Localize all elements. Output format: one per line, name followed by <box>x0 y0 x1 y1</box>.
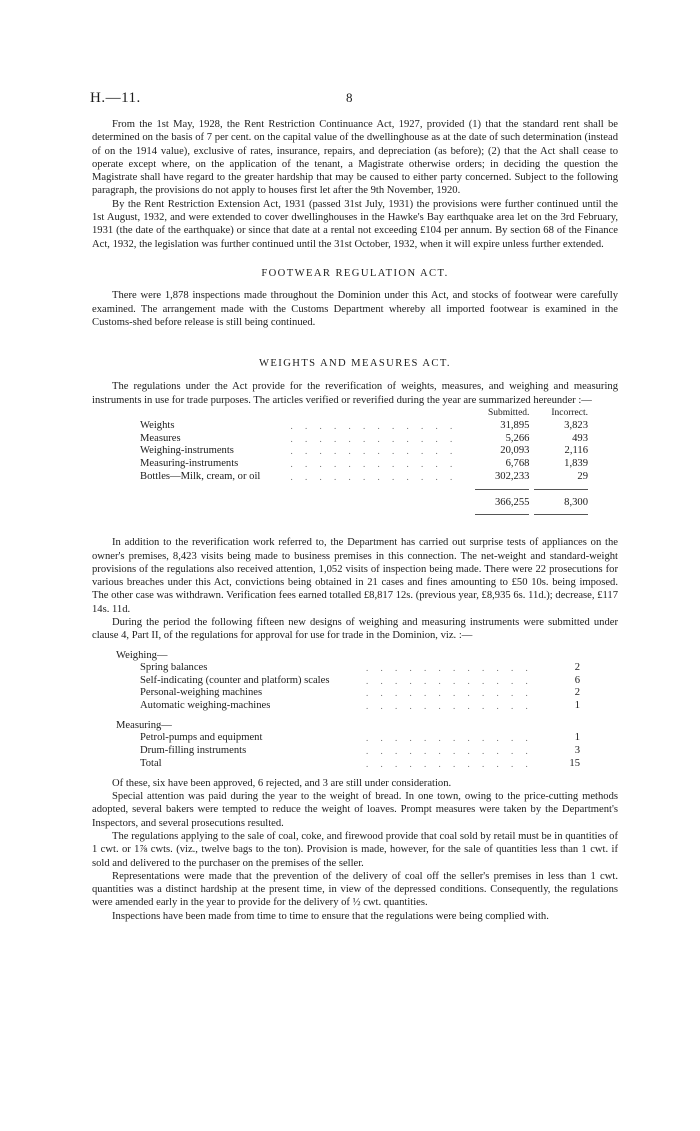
table-row <box>140 471 588 484</box>
incorrect-value: 493 <box>572 432 588 444</box>
leader-dots: . . . . . . . . . . . . <box>290 459 458 470</box>
table-row <box>140 420 588 433</box>
designs-total: 15 <box>569 757 580 769</box>
rent-paragraph-2: By the Rent Restriction Extension Act, 1931 (passed 31st July, 1931) the provisions were further continued until the 1st August, 1932, and were extended to cover dwellinghouses in the Hawke's Bay earthquake area let on the 3rd February, 1931 (the date of the earthquake) or since that date at a rental not exceeding £104 per annum. By section 68 of the Finance Act, 1932, the legislation was further continued until the 31st October, 1932, when it will expire unless further extended. <box>92 198 618 250</box>
leader-dots: . . . . . . . . . . . . <box>366 662 533 673</box>
leader-dots: . . . . . . . . . . . . <box>290 433 458 444</box>
document-reference: H.—11. <box>90 90 141 106</box>
weights-paragraph-5: Special attention was paid during the year to the weight of bread. In one town, owing to the price-cutting methods adopted, several bakers were tempted to reduce the weight of loaves. Prompt measures were taken by the Department's Inspectors, and several prosecutions resulted. <box>92 791 618 829</box>
design-count: 6 <box>574 674 580 686</box>
design-label: Petrol-pumps and equipment <box>140 732 263 744</box>
leader-dots: . . . . . . . . . . . . <box>366 746 533 757</box>
design-label: Personal-weighing machines <box>140 687 263 699</box>
total-incorrect: 8,300 <box>564 496 588 508</box>
verification-table <box>140 407 588 522</box>
footwear-heading: FOOTWEAR REGULATION ACT. <box>261 267 449 279</box>
total-label: Total <box>140 757 162 769</box>
document-body <box>92 118 618 923</box>
table-row <box>140 458 588 471</box>
weights-paragraph-8: Inspections have been made from time to time to ensure that the regulations were being complied with. <box>112 910 549 922</box>
design-count: 2 <box>574 687 580 699</box>
weights-paragraph-4: Of these, six have been approved, 6 rejected, and 3 are still under consideration. <box>112 777 452 789</box>
incorrect-value: 3,823 <box>564 419 588 431</box>
table-row <box>140 433 588 446</box>
weighing-heading: Weighing— <box>116 649 168 661</box>
list-item <box>140 662 580 675</box>
incorrect-value: 2,116 <box>564 445 588 457</box>
list-item <box>140 745 580 758</box>
table-rule-row <box>140 509 588 522</box>
submitted-column-header: Submitted. <box>487 408 530 419</box>
weights-paragraph-2: In addition to the reverification work referred to, the Department has carried out surprise tests of appliances on the owner's premises, 8,423 visits being made to business premises in this connection. The net-weight and standard-weight provisions of the regulations also received attention, 1,052 visits of inspection being made. There were 22 prosecutions for various breaches under this Act, convictions being obtained in 21 cases and fines amounting to £50 10s. being imposed. The other case was withdrawn. Verification fees earned totalled £8,817 12s. (previous year, £8,935 6s. 11d.); decrease, £117 14s. 11d. <box>92 537 618 615</box>
leader-dots: . . . . . . . . . . . . <box>290 420 458 431</box>
design-count: 3 <box>574 745 580 757</box>
design-label: Automatic weighing-machines <box>140 700 271 712</box>
divider <box>534 514 588 515</box>
footwear-paragraph: There were 1,878 inspections made throughout the Dominion under this Act, and stocks of footwear were carefully examined. The arrangement made with the Customs Department whereby all imported footwear is examined in the Customs-shed before release is still being continued. <box>92 290 618 328</box>
weights-paragraph-7: Representations were made that the prevention of the delivery of coal off the seller's premises in less than 1 cwt. quantities was a distinct hardship at the present time, in view of the depressed conditions. Consequently, the regulations were amended early in the year to provide for the delivery of ½ cwt. quantities. <box>92 870 618 909</box>
row-label: Bottles—Milk, cream, or oil <box>140 471 261 483</box>
row-label: Measuring-instruments <box>140 458 239 470</box>
measuring-designs-table <box>140 732 580 770</box>
design-count: 2 <box>574 661 580 673</box>
submitted-value: 302,233 <box>494 471 530 483</box>
weights-heading: WEIGHTS AND MEASURES ACT. <box>259 358 451 370</box>
measuring-heading: Measuring— <box>116 720 172 732</box>
leader-dots: . . . . . . . . . . . . <box>366 701 533 712</box>
design-count: 1 <box>574 700 580 712</box>
divider <box>475 514 529 515</box>
table-total-row <box>140 497 588 510</box>
leader-dots: . . . . . . . . . . . . <box>290 472 458 483</box>
incorrect-value: 29 <box>577 471 588 483</box>
design-label: Drum-filling instruments <box>140 745 247 757</box>
table-rule-row <box>140 484 588 497</box>
weights-paragraph-6: The regulations applying to the sale of coal, coke, and firewood provide that coal sold by retail must be in quantities of 1 cwt. or 1⅞ cwts. (viz., twelve bags to the ton). Provision is made, however, for the sale of quantities less than 1 cwt. if sold and delivered to the purchaser on the premises of the seller. <box>92 830 618 869</box>
row-label: Measures <box>140 432 181 444</box>
leader-dots: . . . . . . . . . . . . <box>366 733 533 744</box>
list-item <box>140 732 580 745</box>
leader-dots: . . . . . . . . . . . . <box>366 688 533 699</box>
row-label: Weighing-instruments <box>140 445 234 457</box>
design-count: 1 <box>574 732 580 744</box>
weights-paragraph-3: During the period the following fifteen new designs of weighing and measuring instruments were submitted under clause 4, Part II, of the regulations for approval for use for trade in the Dominion, viz. :— <box>92 617 618 642</box>
submitted-value: 20,093 <box>500 445 530 457</box>
submitted-value: 5,266 <box>505 432 530 444</box>
design-label: Self-indicating (counter and platform) scales <box>140 674 330 686</box>
divider <box>534 489 588 490</box>
weighing-designs-table <box>140 662 580 713</box>
designs-total-row <box>140 758 580 771</box>
list-item <box>140 675 580 688</box>
table-row <box>140 445 588 458</box>
total-submitted: 366,255 <box>494 496 530 508</box>
leader-dots: . . . . . . . . . . . . <box>366 675 533 686</box>
row-label: Weights <box>140 419 175 431</box>
list-item <box>140 700 580 713</box>
rent-paragraph-1: From the 1st May, 1928, the Rent Restriction Continuance Act, 1927, provided (1) that the standard rent shall be determined on the basis of 7 per cent. on the capital value of the dwellinghouse as at the date of such determination (instead of on the 1914 value), exclusive of rates, insurance, repairs, and depreciation (as before); (2) that the Act shall cease to operate except where, on the application of the tenant, a Magistrate otherwise orders; in deciding the question the Magistrate shall have regard to the greater hardship that may be caused to either party concerned. Subject to the following paragraph, the provisions do not apply to houses first let after the 9th November, 1920. <box>92 119 618 197</box>
leader-dots: . . . . . . . . . . . . <box>366 758 533 769</box>
incorrect-value: 1,839 <box>564 458 588 470</box>
page-number: 8 <box>346 90 353 105</box>
list-item <box>140 687 580 700</box>
design-label: Spring balances <box>140 661 208 673</box>
verification-table-header <box>140 407 588 420</box>
leader-dots: . . . . . . . . . . . . <box>290 446 458 457</box>
incorrect-column-header: Incorrect. <box>551 408 588 419</box>
divider <box>475 489 529 490</box>
weights-intro-paragraph: The regulations under the Act provide for the reverification of weights, measures, and weighing and measuring instruments in use for trade purposes. The articles verified or reverified during the year are summarized hereunder :— <box>92 381 618 406</box>
submitted-value: 31,895 <box>500 419 530 431</box>
submitted-value: 6,768 <box>505 458 530 470</box>
